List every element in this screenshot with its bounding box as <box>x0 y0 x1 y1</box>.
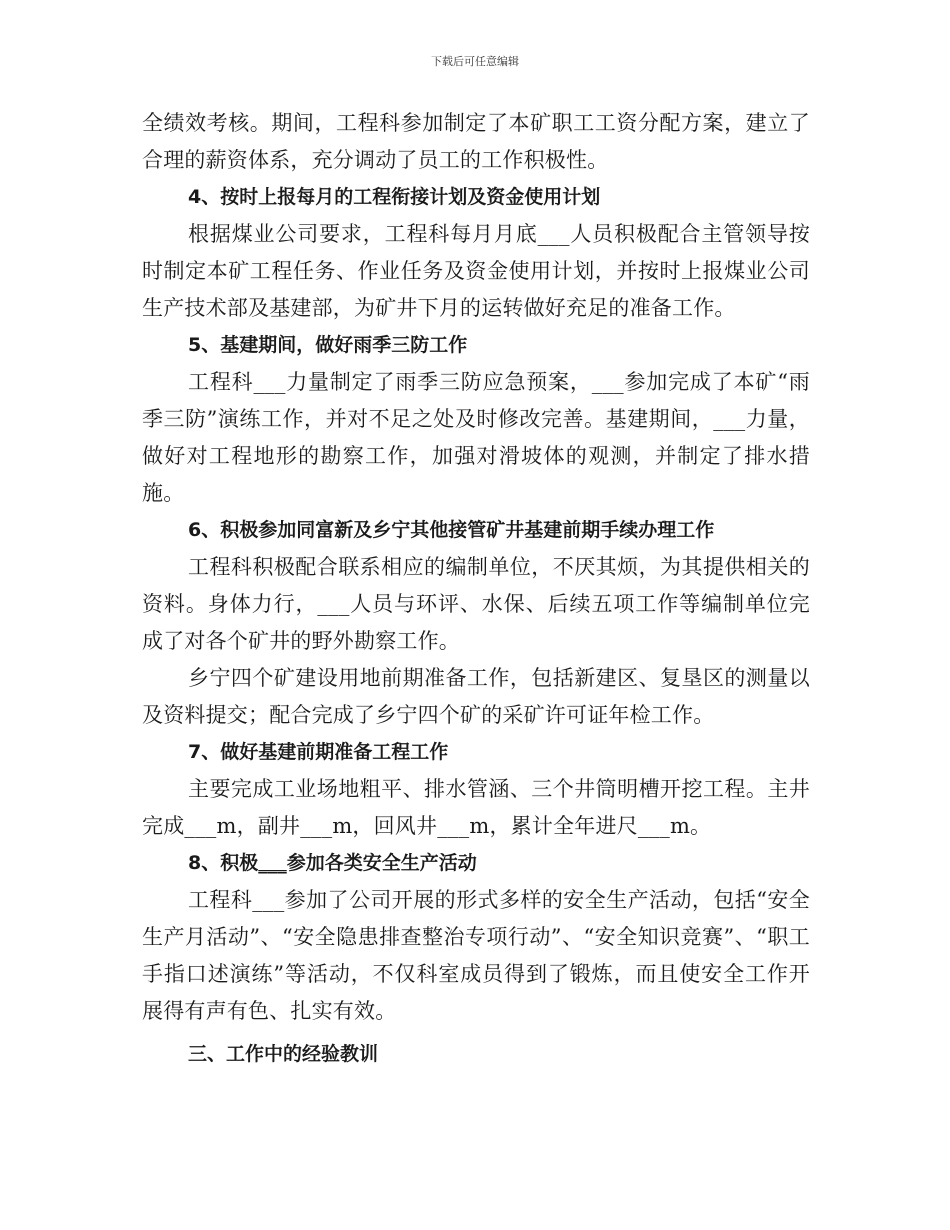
heading-8-blank: ___ <box>258 852 287 874</box>
paragraph-5: 乡宁四个矿建设用地前期准备工作，包括新建区、复垦区的测量以及资料提交；配合完成了乡宁四个矿的采矿许可证年检工作。 <box>142 666 810 727</box>
page-header: 下载后可任意编辑 <box>431 55 519 68</box>
section-heading-3: 三、工作中的经验教训 <box>188 1043 379 1065</box>
heading-4: 4、按时上报每月的工程衔接计划及资金使用计划 <box>188 186 601 208</box>
paragraph-4: 工程科积极配合联系相应的编制单位，不厌其烦，为其提供相关的资料。身体力行，___人员与环评、水保、后续五项工作等编制单位完成了对各个矿井的野外勘察工作。 <box>142 555 810 653</box>
paragraph-1: 全绩效考核。期间，工程科参加制定了本矿职工工资分配方案，建立了合理的薪资体系，充分调动了员工的工作积极性。 <box>142 111 810 172</box>
paragraph-6: 主要完成工业场地粗平、排水管涵、三个井筒明槽开挖工程。主井完成___m，副井___m，回风井___m，累计全年进尺___m。 <box>142 777 810 838</box>
paragraph-3: 工程科___力量制定了雨季三防应急预案，___参加完成了本矿“雨季三防”演练工作，并对不足之处及时修改完善。基建期间，___力量，做好对工程地形的勘察工作，加强对滑坡体的观测，并制定了排水措施。 <box>142 370 810 505</box>
paragraph-2: 根据煤业公司要求，工程科每月月底___人员积极配合主管领导按时制定本矿工程任务、作业任务及资金使用计划，并按时上报煤业公司生产技术部及基建部，为矿井下月的运转做好充足的准备工作。 <box>142 222 810 320</box>
heading-8-post: 参加各类安全生产活动 <box>286 852 477 874</box>
heading-8 <box>142 845 810 882</box>
heading-6: 6、积极参加同富新及乡宁其他接管矿井基建前期手续办理工作 <box>188 519 715 541</box>
heading-5: 5、基建期间，做好雨季三防工作 <box>188 334 468 356</box>
document-body <box>142 105 810 1073</box>
heading-7: 7、做好基建前期准备工程工作 <box>188 741 449 763</box>
paragraph-7: 工程科___参加了公司开展的形式多样的安全生产活动，包括“安全生产月活动”、“安全隐患排查整治专项行动”、“安全知识竞赛”、“职工手指口述演练”等活动，不仅科室成员得到了锻炼，而且使安全工作开展得有声有色、扎实有效。 <box>142 888 810 1023</box>
heading-8-pre: 8、积极 <box>188 852 259 874</box>
